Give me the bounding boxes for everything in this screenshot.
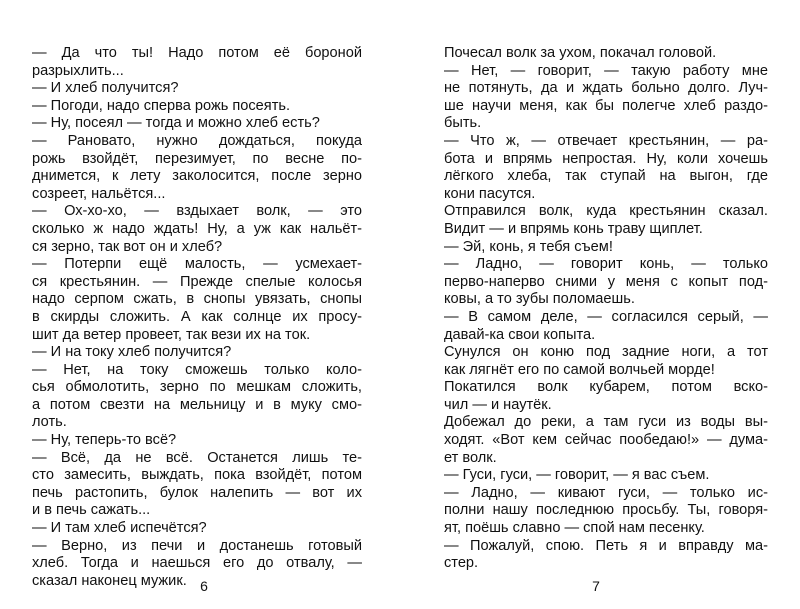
text-line: ся зерно, так вот он и хлеб? [32, 238, 223, 255]
text-line: бота и впрямь непростая. Ну, коли хочешь [444, 150, 768, 167]
text-line: — Ладно, — говорит конь, — только [444, 256, 768, 273]
text-line: хлеб. Тогда и наешься его до отвалу, — [32, 555, 362, 572]
text-line: — Всё, да не всё. Останется лишь те- [32, 449, 362, 466]
text-line: днимется, к лету заколосится, после зерно [32, 168, 362, 185]
text-line: ят, поёшь славно — спой нам песенку. [444, 520, 705, 537]
right-page-text [444, 45, 768, 573]
text-line: сказал наконец мужик. [32, 572, 187, 589]
text-line: ше научи меня, как бы полегче хлеб раздо- [444, 97, 768, 114]
text-line: чил — и наутёк. [444, 396, 552, 413]
text-line: Видит — и впрямь конь траву щиплет. [444, 220, 703, 237]
text-line: — И хлеб получится? [32, 80, 179, 97]
text-line: лоть. [32, 414, 67, 431]
text-line: — Погоди, надо сперва рожь посеять. [32, 97, 291, 114]
text-line: шит да ветер провеет, так вези их на ток. [32, 326, 311, 343]
text-line: ходят. «Вот кем сейчас пообедаю!» — дума- [444, 432, 768, 449]
text-line: — Ох-хо-хо, — вздыхает волк, — это [32, 203, 362, 220]
text-line: сто замесить, выждать, пока взойдёт, потом [32, 467, 362, 484]
text-line: — И на току хлеб получится? [32, 344, 232, 361]
text-line: и в печь сажать... [32, 502, 151, 519]
text-line: не потянуть, да и ждать больно долго. Луч- [444, 80, 768, 97]
text-line: полни нашу последнюю просьбу. Ты, говоря- [444, 502, 768, 519]
text-line: — Эй, конь, я тебя съем! [444, 238, 613, 255]
text-line: разрыхлить... [32, 62, 124, 79]
text-line: — Ладно, — кивают гуси, — только ис- [444, 484, 768, 501]
text-line: — Верно, из печи и достанешь готовый [32, 537, 362, 554]
text-line: — И там хлеб испечётся? [32, 520, 207, 537]
text-line: печь растопить, булок налепить — вот их [32, 484, 362, 501]
text-line: сья обмолотить, зерно по мешкам сложить, [32, 379, 362, 396]
text-line: — Пожалуй, спою. Петь я и вправду ма- [444, 537, 768, 554]
text-line: надо серпом сжать, в снопы увязать, снопы [32, 291, 362, 308]
text-line: сколько ж надо ждать! Ну, а уж как нальёт- [32, 220, 362, 237]
text-line: стер. [444, 555, 479, 572]
text-line: — Нет, на току сможешь только коло- [32, 361, 362, 378]
text-line: — Потерпи ещё малость, — усмехает- [32, 256, 362, 273]
text-line: — Да что ты! Надо потом её бороной [32, 45, 362, 61]
text-line: как лягнёт его по самой волчьей морде! [444, 361, 715, 378]
left-page-text [32, 45, 362, 590]
text-line: — Ну, посеял — тогда и можно хлеб есть? [32, 115, 320, 132]
text-line: созреет, нальётся... [32, 185, 166, 202]
text-line: кони пасутся. [444, 185, 536, 202]
text-line: лёгкого хлеба, так ступай на выгон, где [444, 168, 768, 185]
text-line: Отправился волк, куда крестьянин сказал. [444, 203, 768, 220]
text-line: Покатился волк кубарем, потом вско- [444, 379, 768, 396]
text-line: Почесал волк за ухом, покачал головой. [444, 45, 717, 61]
text-line: давай-ка свои копыта. [444, 326, 596, 343]
text-line: ет волк. [444, 449, 497, 466]
text-line: — Гуси, гуси, — говорит, — я вас съем. [444, 467, 710, 484]
left-page-number: 6 [200, 578, 208, 594]
text-line: Сунулся он коню под задние ноги, а тот [444, 344, 768, 361]
text-line: перво-наперво сними у меня с копыт под- [444, 273, 768, 290]
text-line: — Нет, — говорит, — такую работу мне [444, 62, 768, 79]
text-line: — В самом деле, — согласился серый, — [444, 308, 768, 325]
right-page-number: 7 [592, 578, 600, 594]
text-line: а потом свезти на мельницу и в муку смо- [32, 396, 362, 413]
text-line: — Ну, теперь-то всё? [32, 432, 177, 449]
text-line: Добежал до реки, а там гуси из воды вы- [444, 414, 768, 431]
text-line: ся крестьянин. — Прежде спелые колосья [32, 273, 362, 290]
text-line: в скирды сложить. А как солнце их просу- [32, 308, 362, 325]
text-line: — Рановато, нужно дождаться, покуда [32, 132, 362, 149]
text-line: — Что ж, — отвечает крестьянин, — ра- [444, 132, 768, 149]
text-line: ковы, а то зубы поломаешь. [444, 291, 635, 308]
text-line: быть. [444, 115, 482, 132]
text-line: рожь взойдёт, перезимует, по весне по- [32, 150, 362, 167]
